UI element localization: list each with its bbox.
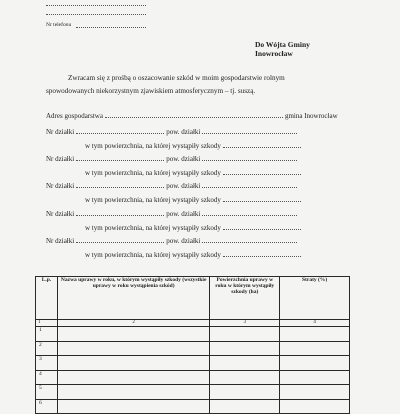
name-dotted-line [46, 5, 146, 6]
area-cell[interactable] [210, 341, 280, 356]
damage-area-label-3: w tym powierzchnia, na której wystąpiły szkody [85, 196, 221, 204]
losses-cell[interactable] [280, 341, 350, 356]
row-number: 1 [36, 327, 58, 342]
column-number: 1 [36, 320, 58, 327]
plot-area-field-2[interactable] [202, 160, 297, 161]
damage-area-field-1[interactable] [223, 147, 301, 148]
crop-name-cell[interactable] [57, 399, 209, 414]
plot-area-label-2: pow. działki [166, 155, 201, 163]
losses-cell[interactable] [280, 385, 350, 400]
damage-area-label-4: w tym powierzchnia, na której wystąpiły szkody [85, 224, 221, 232]
plot-row-5 [46, 237, 299, 245]
damage-area-label-1: w tym powierzchnia, na której wystąpiły szkody [85, 142, 221, 150]
addressee-line-2: Inowrocław [255, 49, 293, 58]
farm-address-label: Adres gospodarstwa [46, 112, 103, 120]
plot-number-field-2[interactable] [76, 160, 164, 161]
plot-area-field-5[interactable] [202, 242, 297, 243]
plot-label-5: Nr działki [46, 237, 75, 245]
intro-line-2: spowodowanych niekorzystnym zjawiskiem atmosferycznym – tj. suszą. [46, 87, 256, 95]
addressee-line-1: Do Wójta Gminy [255, 40, 310, 49]
farm-address-suffix: gmina Inowrocław [284, 112, 338, 120]
address-dotted-line [46, 14, 146, 15]
plot-number-field-5[interactable] [76, 242, 164, 243]
plot-row-4 [46, 210, 299, 218]
losses-cell[interactable] [280, 370, 350, 385]
plot-area-field-4[interactable] [202, 215, 297, 216]
plot-label-3: Nr działki [46, 182, 75, 190]
farm-address-field[interactable] [105, 117, 283, 118]
plot-number-field-4[interactable] [76, 215, 164, 216]
plot-row-2 [46, 155, 299, 163]
damage-row-4 [85, 224, 303, 232]
damage-area-field-4[interactable] [223, 229, 301, 230]
plot-label-1: Nr działki [46, 128, 75, 136]
damage-area-label-2: w tym powierzchnia, na której wystąpiły szkody [85, 169, 221, 177]
damage-row-3 [85, 196, 303, 204]
col-header-losses: Straty (%) [280, 277, 350, 320]
losses-cell[interactable] [280, 327, 350, 342]
row-number: 6 [36, 399, 58, 414]
crop-name-cell[interactable] [57, 385, 209, 400]
crop-name-cell[interactable] [57, 327, 209, 342]
damage-area-field-3[interactable] [223, 201, 301, 202]
table-header-row [36, 277, 350, 320]
plot-label-2: Nr działki [46, 155, 75, 163]
area-cell[interactable] [210, 327, 280, 342]
addressee [255, 40, 310, 58]
plot-label-4: Nr działki [46, 210, 75, 218]
col-header-area: Powierzchnia uprawy w roku w którym wystąpiły szkody (ha) [210, 277, 280, 320]
table-row [36, 327, 350, 342]
plot-number-field-3[interactable] [76, 187, 164, 188]
phone-label: Nr telefonu [46, 22, 72, 28]
damage-area-field-5[interactable] [223, 256, 301, 257]
table-row [36, 356, 350, 371]
crop-damage-table [35, 276, 350, 414]
area-cell[interactable] [210, 385, 280, 400]
table-row [36, 385, 350, 400]
damage-area-field-2[interactable] [223, 174, 301, 175]
farm-address-row [46, 112, 338, 120]
crop-name-cell[interactable] [57, 370, 209, 385]
plot-area-field-1[interactable] [202, 133, 297, 134]
damage-row-2 [85, 169, 303, 177]
area-cell[interactable] [210, 399, 280, 414]
row-number: 3 [36, 356, 58, 371]
table-row [36, 399, 350, 414]
phone-dotted-line [76, 27, 146, 28]
crop-name-cell[interactable] [57, 341, 209, 356]
col-header-lp: L.p. [36, 277, 58, 320]
row-number: 4 [36, 370, 58, 385]
row-number: 2 [36, 341, 58, 356]
damage-row-1 [85, 142, 303, 150]
intro-paragraph [46, 72, 351, 98]
plot-number-field-1[interactable] [76, 133, 164, 134]
losses-cell[interactable] [280, 356, 350, 371]
losses-cell[interactable] [280, 399, 350, 414]
column-number: 2 [57, 320, 209, 327]
col-header-crop-name: Nazwa uprawy w roku, w którym wystąpiły szkody (wszystkie uprawy w roku wystąpienia szkód) [57, 277, 209, 320]
column-number: 4 [280, 320, 350, 327]
area-cell[interactable] [210, 370, 280, 385]
plot-area-field-3[interactable] [202, 187, 297, 188]
column-number-row [36, 320, 350, 327]
damage-area-label-5: w tym powierzchnia, na której wystąpiły szkody [85, 251, 221, 259]
plot-area-label-4: pow. działki [166, 210, 201, 218]
plot-row-1 [46, 128, 299, 136]
row-number: 5 [36, 385, 58, 400]
plot-area-label-3: pow. działki [166, 182, 201, 190]
column-number: 3 [210, 320, 280, 327]
table-row [36, 370, 350, 385]
table-row [36, 341, 350, 356]
plot-area-label-5: pow. działki [166, 237, 201, 245]
crop-name-cell[interactable] [57, 356, 209, 371]
plot-area-label-1: pow. działki [166, 128, 201, 136]
damage-row-5 [85, 251, 303, 259]
plot-row-3 [46, 182, 299, 190]
area-cell[interactable] [210, 356, 280, 371]
intro-line-1: Zwracam się z prośbą o oszacowanie szkód w moim gospodarstwie rolnym [68, 74, 285, 82]
